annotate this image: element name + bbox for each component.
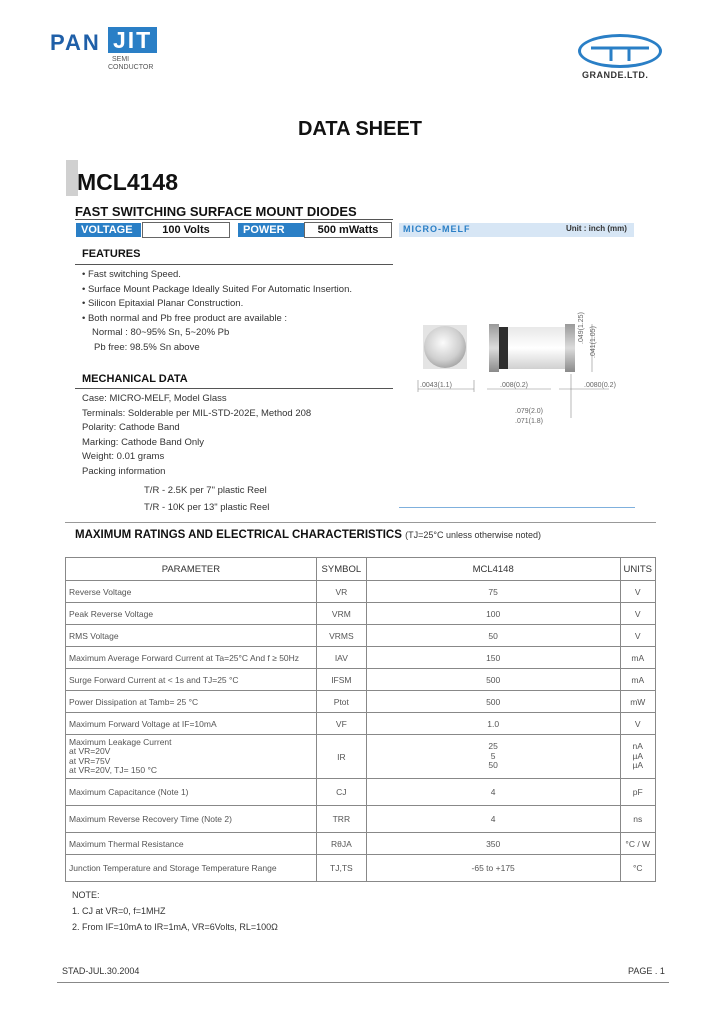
cell-unit: V	[620, 581, 656, 603]
table-row-leakage	[66, 735, 656, 779]
cell-value: 100	[366, 603, 620, 625]
cell-symbol: VR	[316, 581, 366, 603]
footer-rule	[57, 982, 669, 983]
cell-symbol: VRMS	[316, 625, 366, 647]
cell-symbol: IR	[316, 735, 366, 779]
packing-item: T/R - 2.5K per 7" plastic Reel	[144, 485, 267, 496]
cell-symbol: Ptot	[316, 691, 366, 713]
col-symbol: SYMBOL	[316, 558, 366, 581]
cell-unit: °C	[620, 855, 656, 882]
cell-value: 4	[366, 779, 620, 806]
table-row	[66, 603, 656, 625]
notes-heading: NOTE:	[72, 890, 100, 900]
cell-param: Maximum Reverse Recovery Time (Note 2)	[66, 806, 317, 833]
voltage-value: 100 Volts	[142, 222, 230, 238]
mechanical-item: Weight: 0.01 grams	[82, 451, 165, 462]
leak-value: 50	[488, 760, 498, 771]
cell-value: 1.0	[366, 713, 620, 735]
panjit-logo-jit: JIT	[108, 27, 157, 53]
table-row	[66, 691, 656, 713]
mechanical-item: Marking: Cathode Band Only	[82, 436, 204, 448]
mechanical-item: Case: MICRO-MELF, Model Glass	[82, 393, 227, 404]
package-name: MICRO-MELF	[403, 224, 471, 234]
cell-symbol: TRR	[316, 806, 366, 833]
table-row	[66, 779, 656, 806]
logo-sub-line1: SEMI	[112, 56, 130, 63]
leak-param-line: at VR=20V, TJ= 150 °C	[69, 765, 157, 775]
features-list	[82, 268, 352, 355]
leak-param-line: at VR=20V	[69, 746, 111, 756]
footer-date: STAD-JUL.30.2004	[62, 966, 140, 976]
cell-param	[66, 735, 317, 779]
packing-list	[144, 482, 269, 516]
dim-label: .008(0.2)	[500, 382, 529, 389]
cell-symbol: IFSM	[316, 669, 366, 691]
ratings-heading	[75, 529, 541, 541]
col-units: UNITS	[620, 558, 656, 581]
cell-symbol: CJ	[316, 779, 366, 806]
cell-value: 500	[366, 691, 620, 713]
table-row	[66, 713, 656, 735]
leak-value: 25	[488, 741, 498, 752]
voltage-badge: VOLTAGE	[76, 223, 141, 237]
cell-unit: °C / W	[620, 833, 656, 855]
cell-param: Junction Temperature and Storage Temperature Range	[66, 855, 317, 882]
cell-param: Power Dissipation at Tamb= 25 °C	[66, 691, 317, 713]
unit-label: Unit : inch (mm)	[566, 224, 627, 233]
cell-unit: mA	[620, 669, 656, 691]
ratings-condition: (TJ=25°C unless otherwise noted)	[405, 530, 542, 540]
table-header-row	[66, 558, 656, 581]
dim-label: .041(1.05)	[590, 326, 597, 358]
cell-unit: pF	[620, 779, 656, 806]
table-row	[66, 625, 656, 647]
dim-label: .049(1.25)	[578, 312, 585, 344]
panjit-logo-subtitle	[108, 56, 153, 72]
cell-param: Maximum Capacitance (Note 1)	[66, 779, 317, 806]
table-row	[66, 647, 656, 669]
cell-symbol: RθJA	[316, 833, 366, 855]
grande-logo-text: GRANDE.LTD.	[582, 70, 649, 80]
subtitle-rule	[75, 219, 393, 220]
feature-subitem: Pb free: 98.5% Sn above	[94, 341, 200, 353]
logo-sub-line2: CONDUCTOR	[108, 64, 154, 71]
footer-page: PAGE . 1	[628, 966, 665, 976]
notes	[72, 887, 278, 935]
table-row	[66, 581, 656, 603]
cell-unit	[620, 735, 656, 779]
mechanical-item: Polarity: Cathode Band	[82, 422, 180, 433]
grande-logo-icon	[578, 34, 662, 68]
cell-symbol: IAV	[316, 647, 366, 669]
feature-item: • Silicon Epitaxial Planar Construction.	[82, 298, 244, 309]
feature-subitem: Normal : 80~95% Sn, 5~20% Pb	[92, 327, 230, 338]
leak-param-line: Maximum Leakage Current	[69, 736, 172, 747]
cell-param: RMS Voltage	[66, 625, 317, 647]
cell-value: 500	[366, 669, 620, 691]
package-bottom-rule	[399, 507, 635, 508]
cell-unit: ns	[620, 806, 656, 833]
cell-symbol: VF	[316, 713, 366, 735]
cell-value	[366, 735, 620, 779]
cell-value: 75	[366, 581, 620, 603]
dim-label: .079(2.0)	[515, 408, 544, 415]
cell-value: 4	[366, 806, 620, 833]
table-row	[66, 806, 656, 833]
feature-item: • Both normal and Pb free product are available :	[82, 312, 288, 324]
cell-unit: mW	[620, 691, 656, 713]
mechanical-item: Terminals: Solderable per MIL-STD-202E, Method 208	[82, 407, 312, 419]
mechanical-list	[82, 392, 311, 479]
table-row	[66, 669, 656, 691]
cell-param: Maximum Forward Voltage at IF=10mA	[66, 713, 317, 735]
ratings-table	[65, 557, 656, 882]
features-rule	[75, 264, 393, 265]
cell-param: Maximum Average Forward Current at Ta=25°C And f ≥ 50Hz	[66, 647, 317, 669]
col-value: MCL4148	[366, 558, 620, 581]
power-badge: POWER	[238, 223, 305, 237]
cell-symbol: TJ,TS	[316, 855, 366, 882]
cell-param: Maximum Thermal Resistance	[66, 833, 317, 855]
leak-param-line: at VR=75V	[69, 755, 111, 766]
leak-value: 5	[490, 750, 496, 761]
cell-value: 50	[366, 625, 620, 647]
packing-item: T/R - 10K per 13" plastic Reel	[144, 502, 270, 513]
cell-unit: V	[620, 713, 656, 735]
ratings-top-rule	[65, 522, 656, 523]
cell-param: Peak Reverse Voltage	[66, 603, 317, 625]
dim-label: .0043(1.1)	[420, 382, 452, 389]
page-title: DATA SHEET	[297, 118, 423, 140]
note-item: 2. From IF=10mA to IR=1mA, VR=6Volts, RL=100Ω	[72, 922, 278, 932]
mechanical-heading: MECHANICAL DATA	[82, 373, 188, 385]
mechanical-rule	[75, 388, 393, 389]
cell-value: -65 to +175	[366, 855, 620, 882]
table-row	[66, 855, 656, 882]
features-heading: FEATURES	[82, 248, 141, 260]
feature-item: • Fast switching Speed.	[82, 269, 181, 280]
product-subtitle: FAST SWITCHING SURFACE MOUNT DIODES	[75, 204, 357, 219]
cell-value: 150	[366, 647, 620, 669]
dim-label: .0080(0.2)	[584, 382, 616, 389]
mechanical-item: Packing information	[82, 465, 166, 477]
dim-label: .071(1.8)	[515, 418, 544, 425]
cell-unit: V	[620, 625, 656, 647]
cell-unit: V	[620, 603, 656, 625]
cell-unit: mA	[620, 647, 656, 669]
feature-item: • Surface Mount Package Ideally Suited For Automatic Insertion.	[82, 283, 352, 295]
panjit-logo-pan: PAN	[50, 30, 101, 55]
cell-param: Reverse Voltage	[66, 581, 317, 603]
part-number: MCL4148	[77, 169, 178, 195]
cell-symbol: VRM	[316, 603, 366, 625]
cell-value: 350	[366, 833, 620, 855]
leak-unit: µA	[632, 750, 644, 761]
col-parameter: PARAMETER	[66, 558, 317, 581]
power-value: 500 mWatts	[304, 222, 392, 238]
leak-unit: nA	[632, 741, 643, 752]
note-item: 1. CJ at VR=0, f=1MHZ	[72, 906, 166, 916]
leak-unit: µA	[632, 760, 644, 771]
table-row	[66, 833, 656, 855]
cell-param: Surge Forward Current at < 1s and TJ=25 °C	[66, 669, 317, 691]
ratings-title: MAXIMUM RATINGS AND ELECTRICAL CHARACTERISTICS	[75, 529, 402, 541]
